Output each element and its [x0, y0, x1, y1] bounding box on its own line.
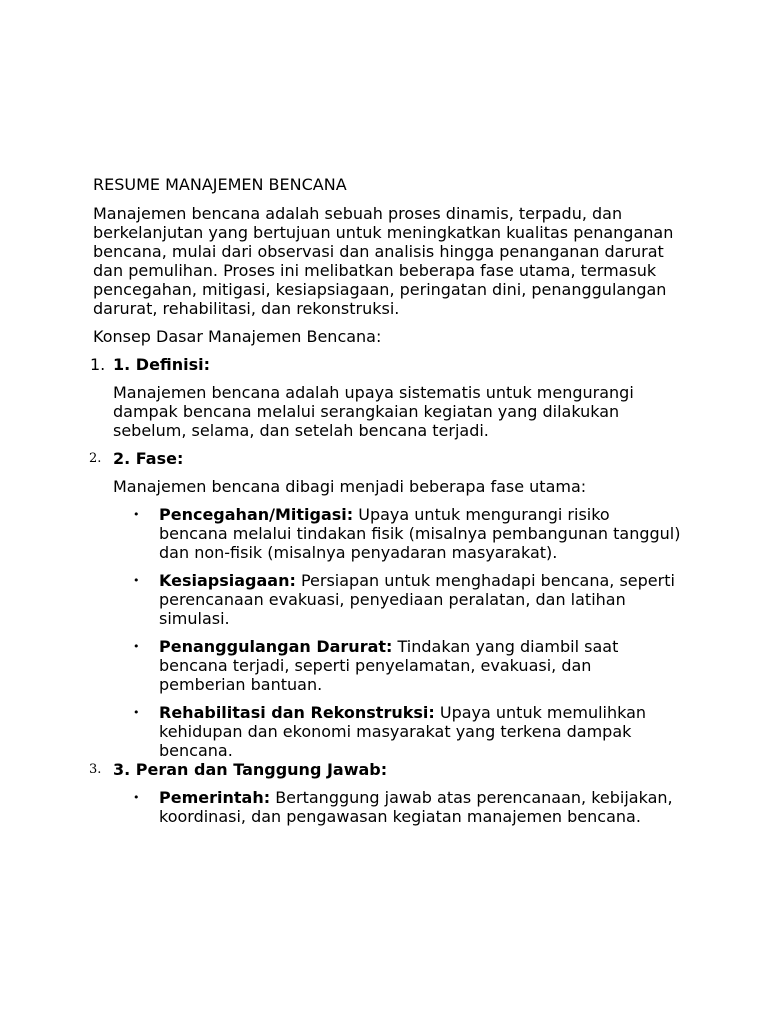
bullet-icon: •	[133, 574, 140, 587]
bullet-icon: •	[133, 640, 140, 653]
bullet-term: Rehabilitasi dan Rekonstruksi:	[159, 703, 435, 722]
section-fase	[89, 449, 683, 760]
bullet-icon: •	[133, 706, 140, 719]
bullet-icon: •	[133, 791, 140, 804]
section-heading: 3. Peran dan Tanggung Jawab:	[113, 760, 388, 779]
intro-paragraph: Manajemen bencana adalah sebuah proses dinamis, terpadu, dan berkelanjutan yang bertujuan untuk meningkatkan kualitas penanganan bencana, mulai dari observasi dan analisis hingga penanganan darurat dan pemulihan. Proses ini melibatkan beberapa fase utama, termasuk pencegahan, mitigasi, kesiapsiagaan, peringatan dini, penanggulangan darurat, rehabilitasi, dan rekonstruksi.	[93, 204, 674, 318]
bullet-text: Upaya untuk memulihkan kehidupan dan ekonomi masyarakat yang terkena dampak bencana.	[159, 703, 647, 760]
bullet-text: Bertanggung jawab atas perencanaan, kebijakan, koordinasi, dan pengawasan kegiatan manajemen bencana.	[159, 788, 673, 826]
section-heading: 1. Definisi:	[113, 355, 211, 374]
section-peran	[89, 760, 683, 826]
bullet-icon: •	[133, 508, 140, 521]
list-item	[113, 703, 683, 760]
list-item	[113, 637, 683, 694]
bullet-term: Kesiapsiagaan:	[159, 571, 296, 590]
bullet-text: Tindakan yang diambil saat bencana terjadi, seperti penyelamatan, evakuasi, dan pemberian bantuan.	[159, 637, 619, 694]
bullet-term: Pemerintah:	[159, 788, 271, 807]
list-marker: 2.	[89, 451, 102, 466]
section-body: Manajemen bencana adalah upaya sistematis untuk mengurangi dampak bencana melalui serangkaian kegiatan yang dilakukan sebelum, selama, dan setelah bencana terjadi.	[113, 383, 634, 440]
section-body: Manajemen bencana dibagi menjadi beberapa fase utama:	[113, 477, 587, 496]
document-page	[89, 175, 683, 826]
list-item	[113, 505, 683, 562]
section-definisi	[90, 355, 683, 440]
bullet-text: Persiapan untuk menghadapi bencana, seperti perencanaan evakuasi, penyediaan peralatan, dan latihan simulasi.	[159, 571, 675, 628]
list-marker: 3.	[89, 762, 102, 777]
bullet-text: Upaya untuk mengurangi risiko bencana melalui tindakan fisik (misalnya pembangunan tanggul) dan non-fisik (misalnya penyadaran masyarakat).	[159, 505, 681, 562]
bullet-term: Pencegahan/Mitigasi:	[159, 505, 354, 524]
peran-list	[113, 788, 683, 826]
list-item	[113, 788, 683, 826]
fase-list	[113, 505, 683, 760]
document-title: RESUME MANAJEMEN BENCANA	[93, 175, 347, 194]
list-item	[113, 571, 683, 628]
konsep-heading: Konsep Dasar Manajemen Bencana:	[93, 327, 382, 346]
section-heading: 2. Fase:	[113, 449, 184, 468]
bullet-term: Penanggulangan Darurat:	[159, 637, 393, 656]
list-marker: 1.	[90, 355, 106, 374]
